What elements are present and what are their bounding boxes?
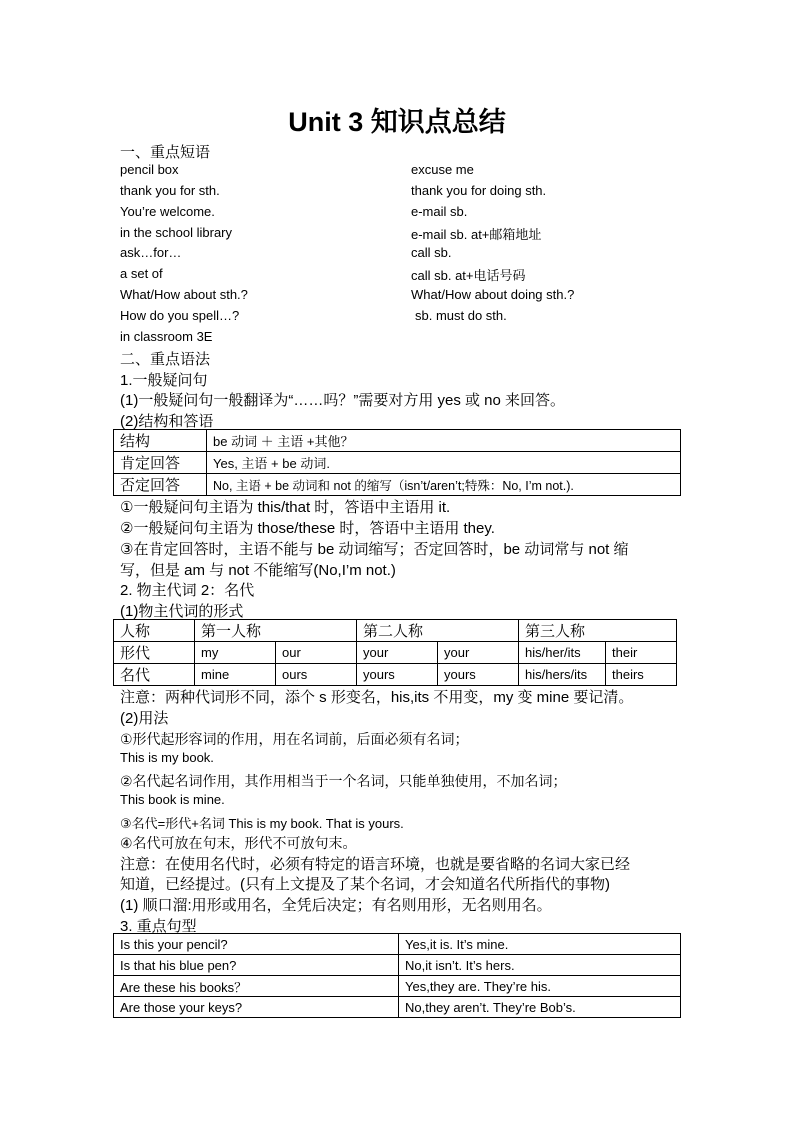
table-row	[114, 642, 677, 664]
table-cell: their	[606, 642, 677, 664]
table-cell: Yes, 主语 + be 动词.	[207, 452, 681, 474]
structure-table	[113, 429, 681, 496]
pronoun-table	[113, 619, 677, 686]
phrase-left: You’re welcome.	[120, 204, 215, 219]
table-cell: mine	[195, 664, 276, 686]
phrase-left: How do you spell…?	[120, 308, 240, 323]
table-cell: yours	[438, 664, 519, 686]
table-cell: 第三人称	[519, 620, 677, 642]
note-line: 写，但是 am 与 not 不能缩写(No,I’m not.)	[120, 562, 396, 579]
page-title: Unit 3 知识点总结	[288, 107, 506, 137]
phrase-right: thank you for doing sth.	[411, 183, 547, 198]
table-cell: 肯定回答	[114, 452, 207, 474]
note-line: ①一般疑问句主语为 this/that 时，答语中主语用 it.	[120, 499, 451, 516]
table-cell: Is that his blue pen?	[114, 955, 399, 976]
usage-line: 知道，已经提过。(只有上文提及了某个名词，才会知道名代所指代的事物)	[120, 876, 610, 893]
phrase-left: What/How about sth.?	[120, 287, 248, 302]
phrase-left: in classroom 3E	[120, 329, 213, 344]
phrase-left: pencil box	[120, 162, 179, 177]
table-cell: his/hers/its	[519, 664, 606, 686]
phrase-right: call sb.	[411, 245, 452, 260]
usage-line: This book is mine.	[120, 792, 225, 807]
usage-line: 注意：在使用名代时，必须有特定的语言环境，也就是要省略的名词大家已经	[120, 856, 631, 873]
table-cell: be 动词 ＋ 主语 +其他？	[207, 430, 681, 452]
table-cell: Are these his books？	[114, 976, 399, 997]
table-cell: No, 主语 + be 动词和 not 的缩写（isn’t/aren’t;特殊：No, I’m not.).	[207, 474, 681, 496]
table-cell: 人称	[114, 620, 195, 642]
table-cell: 否定回答	[114, 474, 207, 496]
table-cell: No,they aren’t. They’re Bob’s.	[399, 997, 681, 1018]
note-line: 注意：两种代词形不同，添个 s 形变名，his,its 不用变，my 变 mine 要记清。	[120, 689, 634, 706]
table-row	[114, 474, 681, 496]
table-cell: 第二人称	[357, 620, 519, 642]
note-line: ③在肯定回答时，主语不能与 be 动词缩写；否定回答时，be 动词常与 not 缩	[120, 541, 629, 558]
table-row	[114, 620, 677, 642]
table-cell: 名代	[114, 664, 195, 686]
table-cell: Yes,they are. They’re his.	[399, 976, 681, 997]
table-row	[114, 997, 681, 1018]
usage-line: ②名代起名词作用，其作用相当于一个名词，只能单独使用，不加名词；	[120, 773, 567, 789]
phrase-right: call sb. at+电话号码	[411, 268, 526, 283]
phrase-left: in the school library	[120, 225, 232, 240]
text-line: (1)一般疑问句一般翻译为“……吗？”需要对方用 yes 或 no 来回答。	[120, 392, 566, 409]
table-cell: Yes,it is. It’s mine.	[399, 934, 681, 955]
usage-line: ③名代=形代+名词 This is my book. That is yours.	[120, 816, 404, 831]
table-cell: yours	[357, 664, 438, 686]
table-cell: No,it isn’t. It’s hers.	[399, 955, 681, 976]
phrase-right: excuse me	[411, 162, 474, 177]
table-cell: your	[357, 642, 438, 664]
table-row	[114, 934, 681, 955]
phrase-right: e-mail sb.	[411, 204, 468, 219]
table-row	[114, 955, 681, 976]
phrase-left: a set of	[120, 266, 163, 281]
table-cell: Are those your keys?	[114, 997, 399, 1018]
text-line: (1)物主代词的形式	[120, 603, 244, 620]
table-row	[114, 976, 681, 997]
subsection-title: 1.一般疑问句	[120, 372, 208, 389]
table-cell: 结构	[114, 430, 207, 452]
phrase-right: sb. must do sth.	[415, 308, 507, 323]
section3-heading: 3. 重点句型	[120, 918, 197, 935]
text-line: (2)结构和答语	[120, 413, 214, 430]
table-cell: ours	[276, 664, 357, 686]
table-cell: our	[276, 642, 357, 664]
usage-line: This is my book.	[120, 750, 214, 765]
table-row	[114, 664, 677, 686]
table-cell: 形代	[114, 642, 195, 664]
usage-line: ④名代可放在句末，形代不可放句末。	[120, 835, 357, 851]
table-cell: his/her/its	[519, 642, 606, 664]
sentence-table	[113, 933, 681, 1018]
table-cell: Is this your pencil?	[114, 934, 399, 955]
note-line: ②一般疑问句主语为 those/these 时，答语中主语用 they.	[120, 520, 495, 537]
subsection-title: 2. 物主代词 2：名代	[120, 582, 255, 599]
section1-heading: 一、重点短语	[120, 144, 211, 161]
usage-line: ①形代起形容词的作用，用在名词前，后面必须有名词；	[120, 731, 469, 747]
table-cell: theirs	[606, 664, 677, 686]
subsection-title: (2)用法	[120, 710, 169, 727]
phrase-left: thank you for sth.	[120, 183, 220, 198]
phrase-left: ask…for…	[120, 245, 182, 260]
table-row	[114, 452, 681, 474]
usage-line: (1) 顺口溜:用形或用名，全凭后决定；有名则用形，无名则用名。	[120, 897, 552, 914]
section2-heading: 二、重点语法	[120, 351, 211, 368]
table-cell: 第一人称	[195, 620, 357, 642]
phrase-right: What/How about doing sth.?	[411, 287, 575, 302]
table-cell: my	[195, 642, 276, 664]
table-cell: your	[438, 642, 519, 664]
table-row	[114, 430, 681, 452]
phrase-right: e-mail sb. at+邮箱地址	[411, 227, 542, 242]
